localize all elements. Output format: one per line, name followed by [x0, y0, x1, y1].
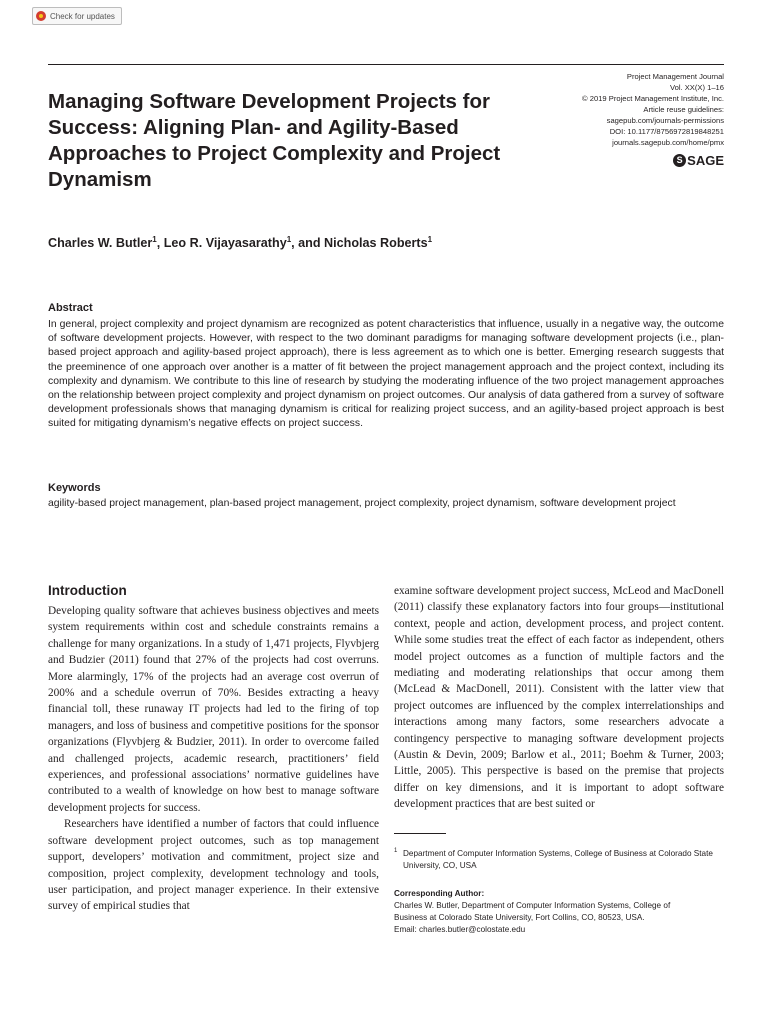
- author-separator: ,: [156, 236, 164, 251]
- corresponding-author: [394, 888, 729, 936]
- journal-volume: Vol. XX(X) 1–16: [669, 83, 724, 92]
- journal-home-link[interactable]: journals.sagepub.com/home/pmx: [612, 138, 724, 147]
- keywords-text: agility-based project management, plan-based project management, project complexity, project dynamism, software development project: [48, 498, 676, 509]
- check-for-updates-badge[interactable]: [32, 7, 122, 25]
- header-rule: [48, 64, 724, 65]
- author-affiliation-mark: 1: [286, 235, 292, 244]
- reuse-label: Article reuse guidelines:: [643, 105, 724, 114]
- author-affiliation-mark: 1: [427, 235, 433, 244]
- sage-logo: [673, 153, 724, 168]
- intro-paragraph-continued: examine software development project success, McLeod and MacDonell (2011) classify these explanatory factors into four groups—institutional context, people and action, development process, and project content. While some studies treat the effect of each factor as independent, others model project outcomes as a function of multiple factors and the mediating and moderating relationships that occur among them (McLead & MacDonell, 2011). Consistent with the latter view that project outcomes are influenced by the complex interrelationships and interactions among many factors, some researchers advocate a contingency perspective to managing software development projects (Austin & Devin, 2009; Barlow et al., 2011; Boehm & Turner, 2003; Little, 2005). This perspective is based on the premise that projects differ on key dimensions, and it is important to adopt software development practices that are best suited or: [394, 585, 724, 811]
- article-title: Managing Software Development Projects for Success: Aligning Plan- and Agility-Based Approaches to Project Complexity and Project Dynamism: [48, 90, 501, 191]
- author-name: Leo R. Vijayasarathy: [163, 236, 287, 251]
- author-name: Charles W. Butler: [48, 236, 153, 251]
- journal-name: Project Management Journal: [626, 72, 724, 81]
- footnote-rule: [394, 833, 446, 834]
- sage-wordmark: SAGE: [687, 153, 724, 168]
- journal-meta: [504, 71, 724, 148]
- check-for-updates-label: Check for updates: [50, 11, 115, 21]
- intro-paragraph: Developing quality software that achieves business objectives and meets system requirements within cost and schedule constraints remains a challenge for many organizations. In a study of 1,471 projects, Flyvbjerg and Budzier (2011) found that 27% of the projects had cost overruns. More alarmingly, 17% of the projects had an average cost overrun of 200% and a schedule overrun of 70%. Besides extracting a heavy financial toll, these runaway IT projects had led to the firing of top managers, and loss of business and competitive positions for the sponsor organizations (Flyvbjerg & Budzier, 2011). In order to overcome failed and challenged projects, academic research, practitioners’ field experiences, and professional associations’ normative guidelines have contributed to a wealth of knowledge on how best to manage software development projects for success.: [48, 605, 379, 814]
- doi[interactable]: DOI: 10.1177/8756972819848251: [609, 127, 724, 136]
- affiliation-footnote: [394, 848, 724, 872]
- left-column: [48, 603, 379, 915]
- journal-copyright: © 2019 Project Management Institute, Inc.: [582, 94, 724, 103]
- corresponding-email[interactable]: Email: charles.butler@colostate.edu: [394, 925, 526, 934]
- intro-paragraph: Researchers have identified a number of factors that could influence software development project outcomes, such as top management support, developers’ motivation and commitment, project size and composition, project complexity, development technology and tools, user participation, and project manager experience. In their extensive survey of empirical studies that: [48, 818, 379, 913]
- sage-mark-icon: S: [673, 154, 686, 167]
- author-separator: , and: [291, 236, 325, 251]
- introduction-heading: Introduction: [48, 583, 127, 598]
- reuse-link[interactable]: sagepub.com/journals-permissions: [606, 116, 724, 125]
- footnote-mark: 1: [394, 848, 398, 854]
- author-affiliation-mark: 1: [152, 235, 157, 244]
- corresponding-line: Business at Colorado State University, Fort Collins, CO, 80523, USA.: [394, 913, 645, 922]
- abstract-heading: Abstract: [48, 302, 93, 314]
- corresponding-line: Charles W. Butler, Department of Computer Information Systems, College of: [394, 901, 671, 910]
- abstract-text: In general, project complexity and project dynamism are recognized as potent characteristics that influence, usually in a negative way, the outcome of software development projects. However, with respect to the two dominant paradigms for managing software development projects (i.e., plan-based project approach and agility-based project approach), there is less agreement as to which one is better. Emerging research suggests that the preeminence of one approach over another is a matter of fit between the project management approach and the project context, including its complexity and dynamism. We contribute to this line of research by studying the moderating influence of the two project management approaches on the relationship between project complexity and project dynamism on project outcomes. Our analysis of data gathered from a survey of software development professionals shows that managing dynamism is critical for realizing project success, and an agility-based project approach is best suited for mitigating dynamism’s negative effects on project success.: [48, 319, 724, 430]
- footnote-text: Department of Computer Information Systems, College of Business at Colorado State University, CO, USA: [403, 849, 713, 870]
- crossmark-icon: [36, 11, 46, 21]
- corresponding-heading: Corresponding Author:: [394, 889, 485, 898]
- author-list: [48, 235, 432, 250]
- keywords-heading: Keywords: [48, 482, 101, 494]
- author-name: Nicholas Roberts: [324, 236, 428, 251]
